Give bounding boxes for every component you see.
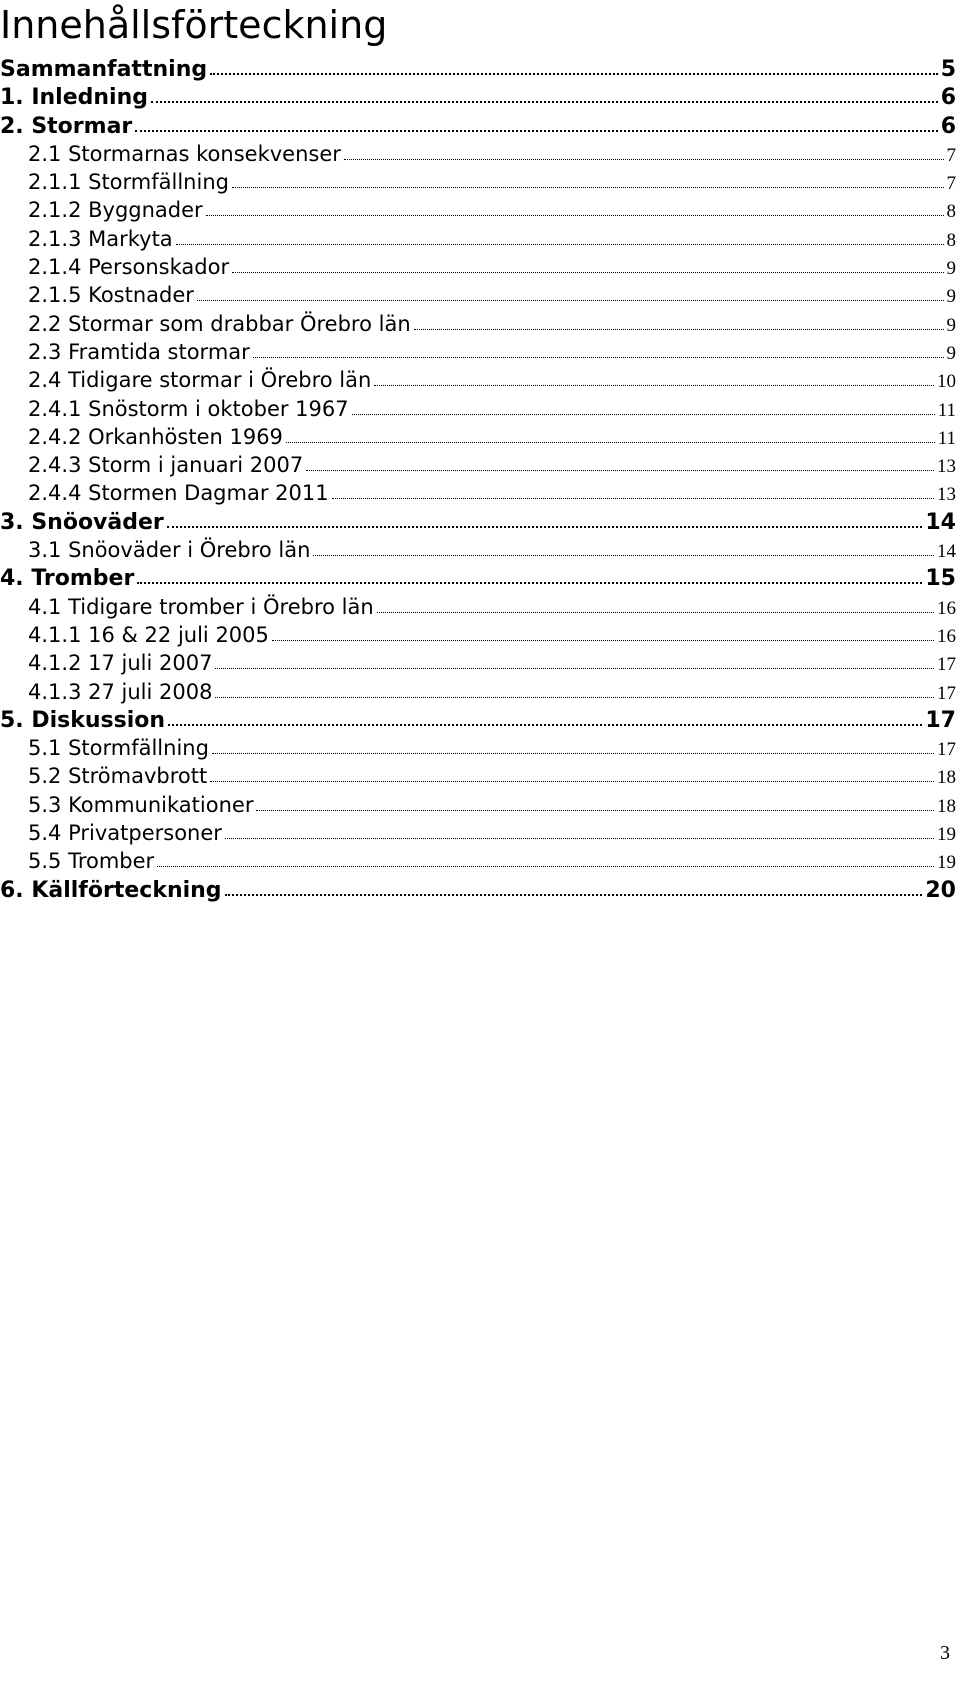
toc-entry[interactable] bbox=[0, 481, 956, 509]
toc-entry[interactable] bbox=[0, 453, 956, 481]
toc-entry[interactable] bbox=[0, 312, 956, 340]
toc-entry[interactable] bbox=[0, 708, 956, 736]
toc-entry-page: 7 bbox=[946, 144, 956, 166]
dot-leader bbox=[414, 329, 944, 330]
toc-entry-label: 2.1.5 Kostnader bbox=[28, 283, 194, 308]
toc-entry[interactable] bbox=[0, 849, 956, 877]
toc-entry-label: 4.1.1 16 & 22 juli 2005 bbox=[28, 622, 269, 647]
toc-entry-page: 8 bbox=[946, 201, 956, 223]
toc-entry[interactable] bbox=[0, 821, 956, 849]
dot-leader bbox=[374, 385, 934, 386]
toc-entry-page: 16 bbox=[937, 597, 956, 619]
toc-entry[interactable] bbox=[0, 623, 956, 651]
toc-entry[interactable] bbox=[0, 57, 956, 85]
toc-entry-label: 4.1.2 17 juli 2007 bbox=[28, 651, 213, 676]
toc-entry[interactable] bbox=[0, 764, 956, 792]
dot-leader bbox=[137, 582, 922, 584]
toc-entry-page: 16 bbox=[937, 625, 956, 647]
page-title: Innehållsförteckning bbox=[0, 3, 388, 47]
dot-leader bbox=[225, 894, 923, 896]
toc-entry-label: Sammanfattning bbox=[0, 57, 208, 82]
toc-entry-label: 3. Snöoväder bbox=[0, 509, 164, 535]
toc-entry[interactable] bbox=[0, 595, 956, 623]
toc-entry-label: 5. Diskussion bbox=[0, 707, 166, 733]
toc-entry-label: 5.3 Kommunikationer bbox=[28, 792, 254, 817]
toc-entry[interactable] bbox=[0, 878, 956, 906]
toc-entry[interactable] bbox=[0, 198, 956, 226]
dot-leader bbox=[332, 498, 934, 499]
dot-leader bbox=[232, 272, 943, 273]
toc-entry[interactable] bbox=[0, 283, 956, 311]
dot-leader bbox=[151, 101, 938, 103]
dot-leader bbox=[286, 442, 935, 443]
toc-entry[interactable] bbox=[0, 793, 956, 821]
toc-entry-page: 20 bbox=[925, 877, 956, 903]
toc-entry-label: 4.1 Tidigare tromber i Örebro län bbox=[28, 594, 374, 619]
toc-entry[interactable] bbox=[0, 651, 956, 679]
toc-entry-page: 18 bbox=[937, 767, 956, 789]
toc-entry-page: 19 bbox=[937, 852, 956, 874]
toc-entry-page: 6 bbox=[940, 113, 956, 139]
toc-entry-label: 5.5 Tromber bbox=[28, 849, 155, 874]
toc-entry-page: 11 bbox=[937, 427, 956, 449]
toc-entry-label: 6. Källförteckning bbox=[0, 877, 222, 903]
dot-leader bbox=[210, 781, 934, 782]
toc-entry-page: 17 bbox=[937, 739, 956, 761]
dot-leader bbox=[212, 753, 934, 754]
toc-entry-label: 2.1 Stormarnas konsekvenser bbox=[28, 141, 341, 166]
dot-leader bbox=[167, 526, 923, 528]
toc-entry-label: 2.1.3 Markyta bbox=[28, 226, 173, 251]
toc-entry[interactable] bbox=[0, 170, 956, 198]
toc-entry-page: 8 bbox=[946, 229, 956, 251]
toc-entry-page: 7 bbox=[946, 173, 956, 195]
toc-entry-page: 9 bbox=[946, 314, 956, 336]
toc-entry[interactable] bbox=[0, 680, 956, 708]
dot-leader bbox=[352, 414, 935, 415]
toc-entry-page: 13 bbox=[937, 456, 956, 478]
dot-leader bbox=[135, 130, 937, 132]
toc-entry-label: 2.1.1 Stormfällning bbox=[28, 170, 229, 195]
toc-entry[interactable] bbox=[0, 227, 956, 255]
dot-leader bbox=[210, 73, 938, 75]
toc-entry[interactable] bbox=[0, 538, 956, 566]
dot-leader bbox=[176, 244, 944, 245]
dot-leader bbox=[168, 724, 922, 726]
toc-entry-page: 18 bbox=[937, 795, 956, 817]
toc-entry-page: 9 bbox=[946, 286, 956, 308]
toc-entry-label: 2. Stormar bbox=[0, 113, 133, 139]
toc-entry-page: 15 bbox=[925, 566, 956, 592]
toc-entry-label: 2.4.4 Stormen Dagmar 2011 bbox=[28, 481, 329, 506]
toc-entry[interactable] bbox=[0, 510, 956, 538]
toc-entry-page: 9 bbox=[946, 258, 956, 280]
toc-entry-label: 2.1.2 Byggnader bbox=[28, 198, 203, 223]
dot-leader bbox=[377, 612, 934, 613]
toc-entry[interactable] bbox=[0, 736, 956, 764]
toc-entry-page: 11 bbox=[937, 399, 956, 421]
toc-entry-page: 14 bbox=[937, 541, 956, 563]
toc-entry-label: 3.1 Snöoväder i Örebro län bbox=[28, 538, 311, 563]
toc-entry-page: 9 bbox=[946, 342, 956, 364]
toc-entry-label: 1. Inledning bbox=[0, 85, 148, 111]
toc-entry-label: 2.4.3 Storm i januari 2007 bbox=[28, 453, 304, 478]
dot-leader bbox=[272, 640, 934, 641]
dot-leader bbox=[157, 866, 934, 867]
toc-entry-page: 17 bbox=[925, 707, 956, 733]
toc-entry-page: 17 bbox=[937, 654, 956, 676]
dot-leader bbox=[344, 159, 944, 160]
toc-list bbox=[0, 57, 956, 906]
toc-entry-label: 2.4.2 Orkanhösten 1969 bbox=[28, 424, 283, 449]
dot-leader bbox=[306, 470, 934, 471]
dot-leader bbox=[253, 357, 944, 358]
page-number: 3 bbox=[940, 1642, 950, 1664]
toc-entry[interactable] bbox=[0, 340, 956, 368]
toc-entry-label: 2.2 Stormar som drabbar Örebro län bbox=[28, 311, 411, 336]
toc-entry-page: 13 bbox=[937, 484, 956, 506]
dot-leader bbox=[256, 810, 934, 811]
toc-entry[interactable] bbox=[0, 142, 956, 170]
dot-leader bbox=[225, 838, 934, 839]
toc-entry-page: 19 bbox=[937, 824, 956, 846]
toc-entry-label: 5.4 Privatpersoner bbox=[28, 821, 222, 846]
toc-entry[interactable] bbox=[0, 397, 956, 425]
toc-entry[interactable] bbox=[0, 255, 956, 283]
toc-entry-page: 10 bbox=[937, 371, 956, 393]
toc-entry[interactable] bbox=[0, 566, 956, 594]
dot-leader bbox=[206, 215, 944, 216]
dot-leader bbox=[215, 697, 934, 698]
toc-entry-page: 17 bbox=[937, 682, 956, 704]
dot-leader bbox=[313, 555, 934, 556]
toc-entry-page: 6 bbox=[940, 85, 956, 111]
toc-entry-label: 2.4.1 Snöstorm i oktober 1967 bbox=[28, 396, 349, 421]
dot-leader bbox=[232, 187, 944, 188]
dot-leader bbox=[215, 668, 934, 669]
toc-entry-label: 2.3 Framtida stormar bbox=[28, 339, 250, 364]
toc-entry-label: 5.1 Stormfällning bbox=[28, 736, 209, 761]
toc-entry-page: 14 bbox=[925, 509, 956, 535]
toc-entry[interactable] bbox=[0, 114, 956, 142]
toc-entry[interactable] bbox=[0, 85, 956, 113]
toc-entry-label: 4. Tromber bbox=[0, 566, 135, 592]
toc-entry[interactable] bbox=[0, 425, 956, 453]
toc-entry-label: 4.1.3 27 juli 2008 bbox=[28, 679, 213, 704]
toc-entry-label: 5.2 Strömavbrott bbox=[28, 764, 208, 789]
toc-entry-label: 2.4 Tidigare stormar i Örebro län bbox=[28, 368, 372, 393]
dot-leader bbox=[197, 300, 944, 301]
toc-entry[interactable] bbox=[0, 368, 956, 396]
toc-entry-label: 2.1.4 Personskador bbox=[28, 255, 230, 280]
toc-entry-page: 5 bbox=[940, 57, 956, 82]
